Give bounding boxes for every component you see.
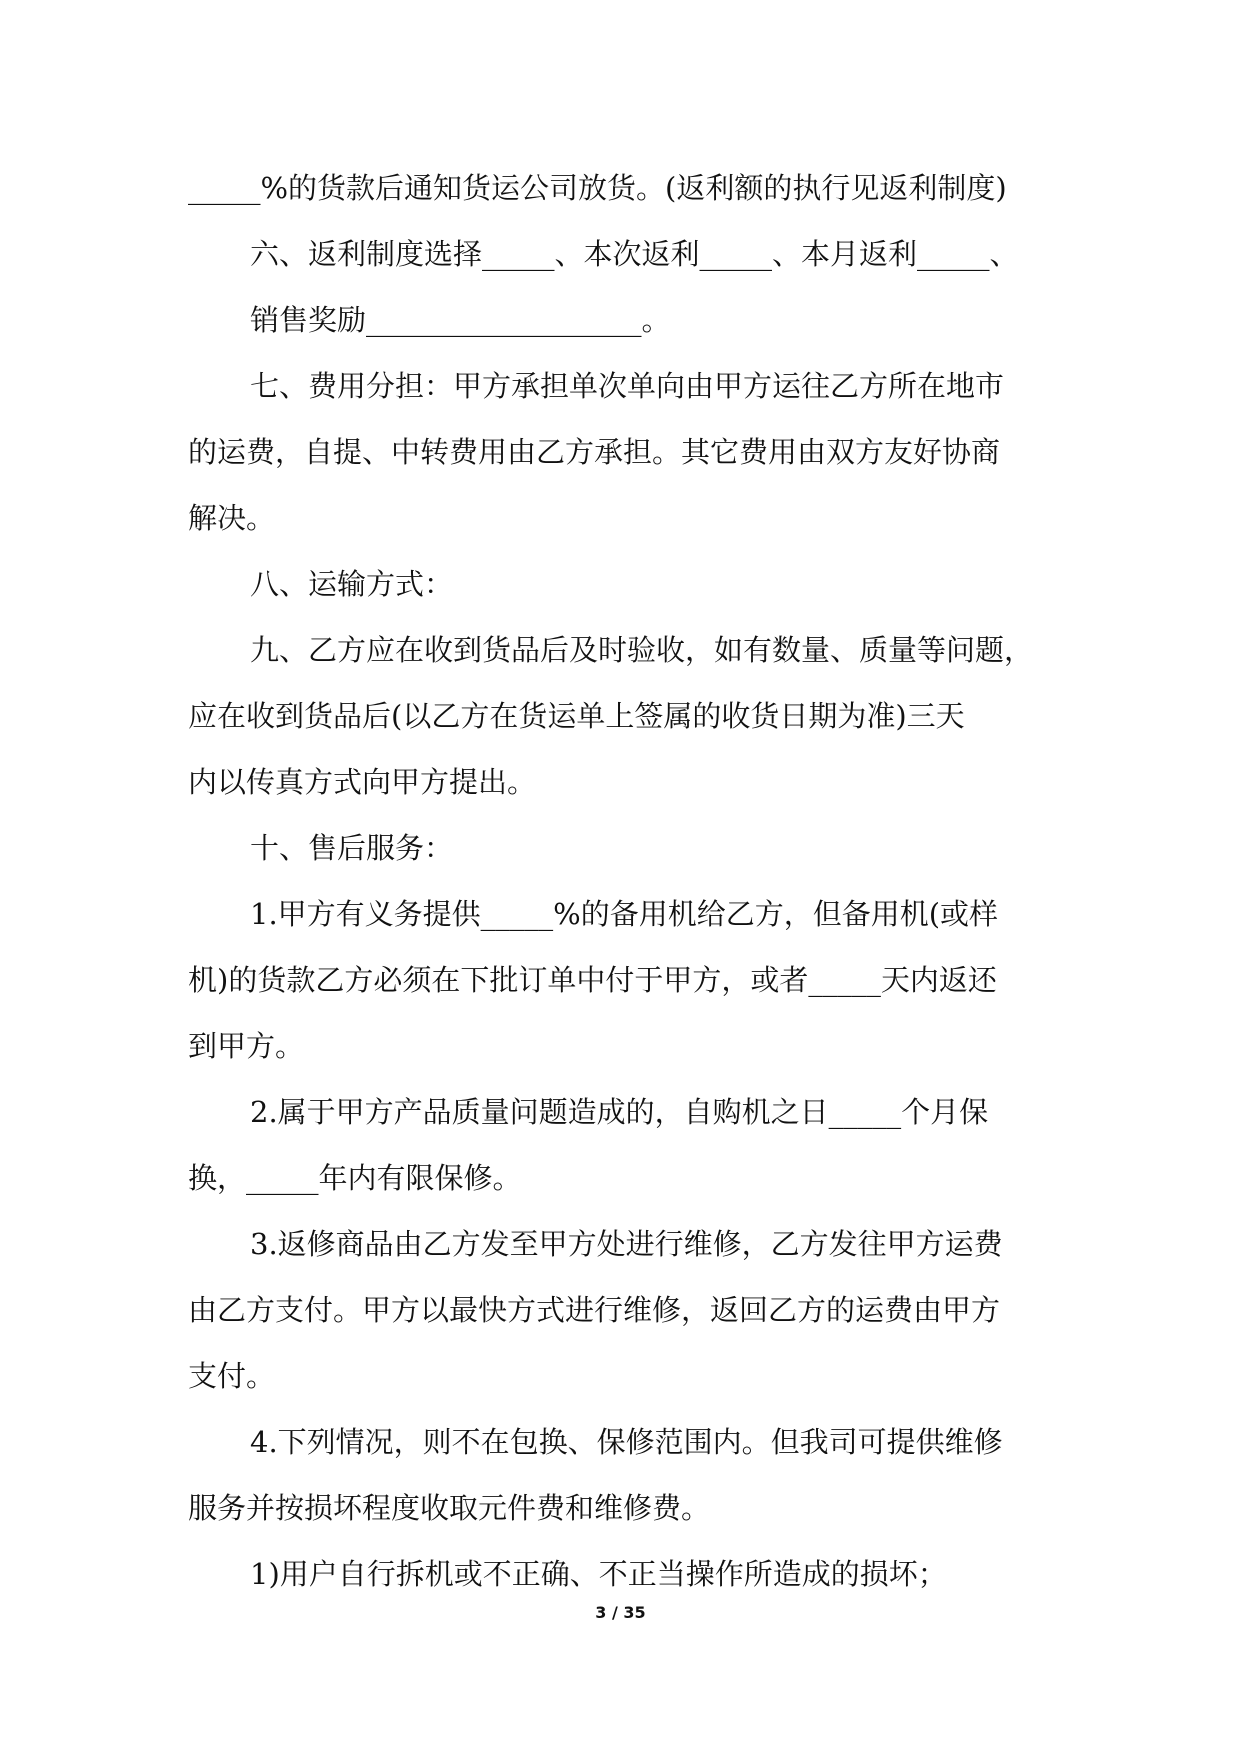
text-line: 换，_____年内有限保修。 <box>188 1161 522 1195</box>
text-line: 九、乙方应在收到货品后及时验收，如有数量、质量等问题， <box>250 633 1034 667</box>
text-line: _____%的货款后通知货运公司放货。(返利额的执行见返利制度) <box>188 171 1007 205</box>
text-line: 4.下列情况，则不在包换、保修范围内。但我司可提供维修 <box>250 1425 1003 1459</box>
text-line: 八、运输方式： <box>250 567 454 601</box>
text-line: 到甲方。 <box>188 1029 305 1063</box>
text-line: 七、费用分担：甲方承担单次单向由甲方运往乙方所在地市 <box>250 369 1005 403</box>
text-line: 解决。 <box>188 501 276 535</box>
text-line: 十、售后服务： <box>250 831 454 865</box>
document-body <box>188 155 1058 1607</box>
text-line: 机)的货款乙方必须在下批订单中付于甲方，或者_____天内返还 <box>188 963 997 997</box>
text-line: 应在收到货品后(以乙方在货运单上签属的收货日期为准)三天 <box>188 699 965 733</box>
text-line: 支付。 <box>188 1359 276 1393</box>
text-line: 的运费，自提、中转费用由乙方承担。其它费用由双方友好协商 <box>188 435 1001 469</box>
text-line: 六、返利制度选择_____、本次返利_____、本月返利_____、 <box>250 237 1019 271</box>
text-line: 由乙方支付。甲方以最快方式进行维修，返回乙方的运费由甲方 <box>188 1293 1001 1327</box>
text-line: 服务并按损坏程度收取元件费和维修费。 <box>188 1491 711 1525</box>
text-line: 内以传真方式向甲方提出。 <box>188 765 537 799</box>
text-line: 销售奖励___________________。 <box>250 303 671 337</box>
text-line: 1.甲方有义务提供_____%的备用机给乙方，但备用机(或样 <box>250 897 999 931</box>
text-line: 2.属于甲方产品质量问题造成的，自购机之日_____个月保 <box>250 1095 989 1129</box>
text-line: 1)用户自行拆机或不正确、不正当操作所造成的损坏； <box>250 1557 947 1591</box>
page-number: 3 / 35 <box>595 1603 646 1622</box>
text-line: 3.返修商品由乙方发至甲方处进行维修，乙方发往甲方运费 <box>250 1227 1003 1261</box>
